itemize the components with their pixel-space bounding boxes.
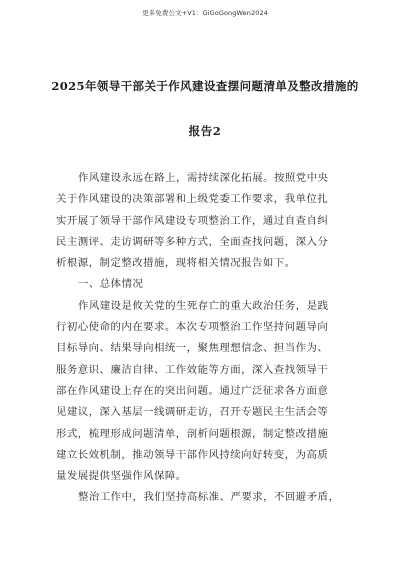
body-line: 作风建设永远在路上，需持续深化拓展。按照党中央 [78,172,329,184]
body-line: 关于作风建设的决策部署和上级党委工作要求，我单位扎 [56,193,329,206]
body-line: 析根源，制定整改措施，现将相关情况报告如下。 [56,257,296,270]
body-line: 作风建设是攸关党的生死存亡的重大政治任务，是践 [78,299,329,312]
body-line: 实开展了领导干部作风建设专项整治工作，通过自查自纠 [56,214,329,227]
body-line: 行初心使命的内在要求。本次专项整治工作坚持问题导向 [56,321,329,334]
document-title: 2025年领导干部关于作风建设查摆问题清单及整改措施的 [51,79,359,93]
body-line: 见建议，深入基层一线调研走访，召开专题民主生活会等 [56,406,329,419]
body-line: 服务意识、廉洁自律、工作效能等方面，深入查找领导干 [56,363,329,376]
body-line: 量发展提供坚强作风保障。 [56,470,187,483]
body-line: 民主测评、走访调研等多种方式，全面查找问题，深入分 [56,235,329,248]
body-line: 目标导向、结果导向相统一，聚焦理想信念、担当作为、 [56,342,329,355]
body-line: 整治工作中，我们坚持高标准、严要求，不回避矛盾， [78,491,340,504]
body-line: 一、总体情况 [78,278,144,291]
body-line: 部在作风建设上存在的突出问题。通过广泛征求各方面意 [56,384,329,397]
document-subtitle: 报告2 [188,124,222,138]
document-body [56,168,356,509]
body-line: 形式，梳理形成问题清单，剖析问题根源，制定整改措施 [56,427,329,440]
body-line: 建立长效机制，推动领导干部作风持续向好转变，为高质 [56,448,329,461]
header-note: 更多免费公文+V1：GiGoGongWen2024 [142,9,268,17]
